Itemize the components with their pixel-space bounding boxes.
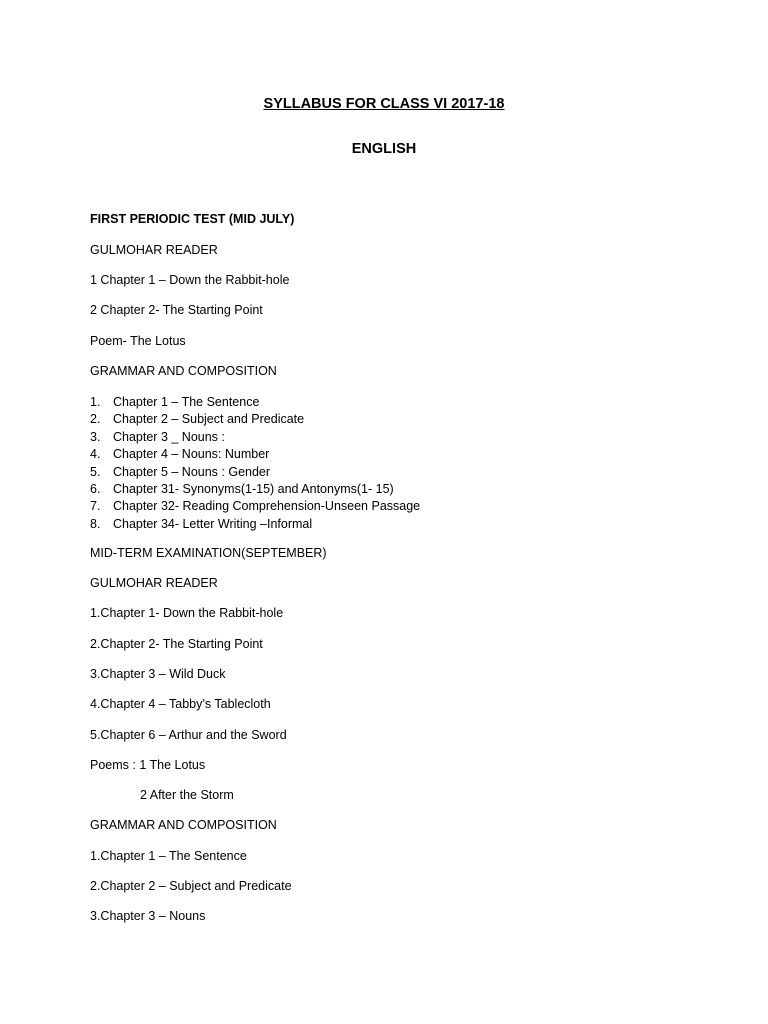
list-item xyxy=(90,411,420,428)
first-test-poem: Poem- The Lotus xyxy=(90,334,186,348)
list-item-number: 8. xyxy=(90,516,101,531)
list-item-number: 7. xyxy=(90,499,101,514)
list-item-text: Chapter 3 _ Nouns : xyxy=(113,429,225,444)
list-item-text: Chapter 2 – Subject and Predicate xyxy=(113,412,305,427)
mid-term-heading: MID-TERM EXAMINATION(SEPTEMBER) xyxy=(90,546,327,560)
mid-term-reader-heading: GULMOHAR READER xyxy=(90,576,218,590)
first-test-heading: FIRST PERIODIC TEST (MID JULY) xyxy=(90,212,295,226)
mid-term-grammar-heading: GRAMMAR AND COMPOSITION xyxy=(90,818,277,832)
list-item-text: Chapter 1 – The Sentence xyxy=(113,395,260,409)
mid-term-poems-line: Poems : 1 The Lotus xyxy=(90,758,206,772)
list-item xyxy=(90,429,420,446)
mid-term-reader-chapter: 3.Chapter 3 – Wild Duck xyxy=(90,667,226,681)
list-item xyxy=(90,516,420,533)
list-item-number: 4. xyxy=(90,447,101,462)
list-item-number: 6. xyxy=(90,481,101,496)
list-item-text: Chapter 31- Synonyms(1-15) and Antonyms(1- 15) xyxy=(113,481,394,496)
mid-term-reader-chapter: 2.Chapter 2- The Starting Point xyxy=(90,637,263,651)
mid-term-grammar-item: 3.Chapter 3 – Nouns xyxy=(90,909,206,923)
list-item xyxy=(90,446,420,463)
mid-term-grammar-item: 1.Chapter 1 – The Sentence xyxy=(90,849,247,863)
list-item-number: 2. xyxy=(90,412,101,427)
list-item xyxy=(90,464,420,481)
list-item-text: Chapter 5 – Nouns : Gender xyxy=(113,464,271,479)
mid-term-poems-line: 2 After the Storm xyxy=(140,788,234,802)
first-test-grammar-heading: GRAMMAR AND COMPOSITION xyxy=(90,364,277,378)
list-item-number: 5. xyxy=(90,464,101,479)
list-item xyxy=(90,498,420,515)
first-test-reader-chapter: 1 Chapter 1 – Down the Rabbit-hole xyxy=(90,273,290,287)
list-item-text: Chapter 34- Letter Writing –Informal xyxy=(113,516,313,531)
mid-term-reader-chapter: 4.Chapter 4 – Tabby’s Tablecloth xyxy=(90,697,271,711)
first-test-reader-chapter: 2 Chapter 2- The Starting Point xyxy=(90,303,263,317)
list-item xyxy=(90,481,420,498)
mid-term-reader-chapter: 5.Chapter 6 – Arthur and the Sword xyxy=(90,728,287,742)
list-item-number: 1. xyxy=(90,395,101,409)
first-test-grammar-list xyxy=(90,394,420,533)
list-item-number: 3. xyxy=(90,429,101,444)
first-test-reader-heading: GULMOHAR READER xyxy=(90,243,218,257)
list-item-text: Chapter 32- Reading Comprehension-Unseen Passage xyxy=(113,499,421,514)
list-item-text: Chapter 4 – Nouns: Number xyxy=(113,447,270,462)
list-item xyxy=(90,394,420,411)
subject-heading: ENGLISH xyxy=(351,141,417,157)
document-title: SYLLABUS FOR CLASS VI 2017-18 xyxy=(263,96,505,112)
mid-term-reader-chapter: 1.Chapter 1- Down the Rabbit-hole xyxy=(90,606,284,620)
mid-term-grammar-item: 2.Chapter 2 – Subject and Predicate xyxy=(90,879,292,893)
